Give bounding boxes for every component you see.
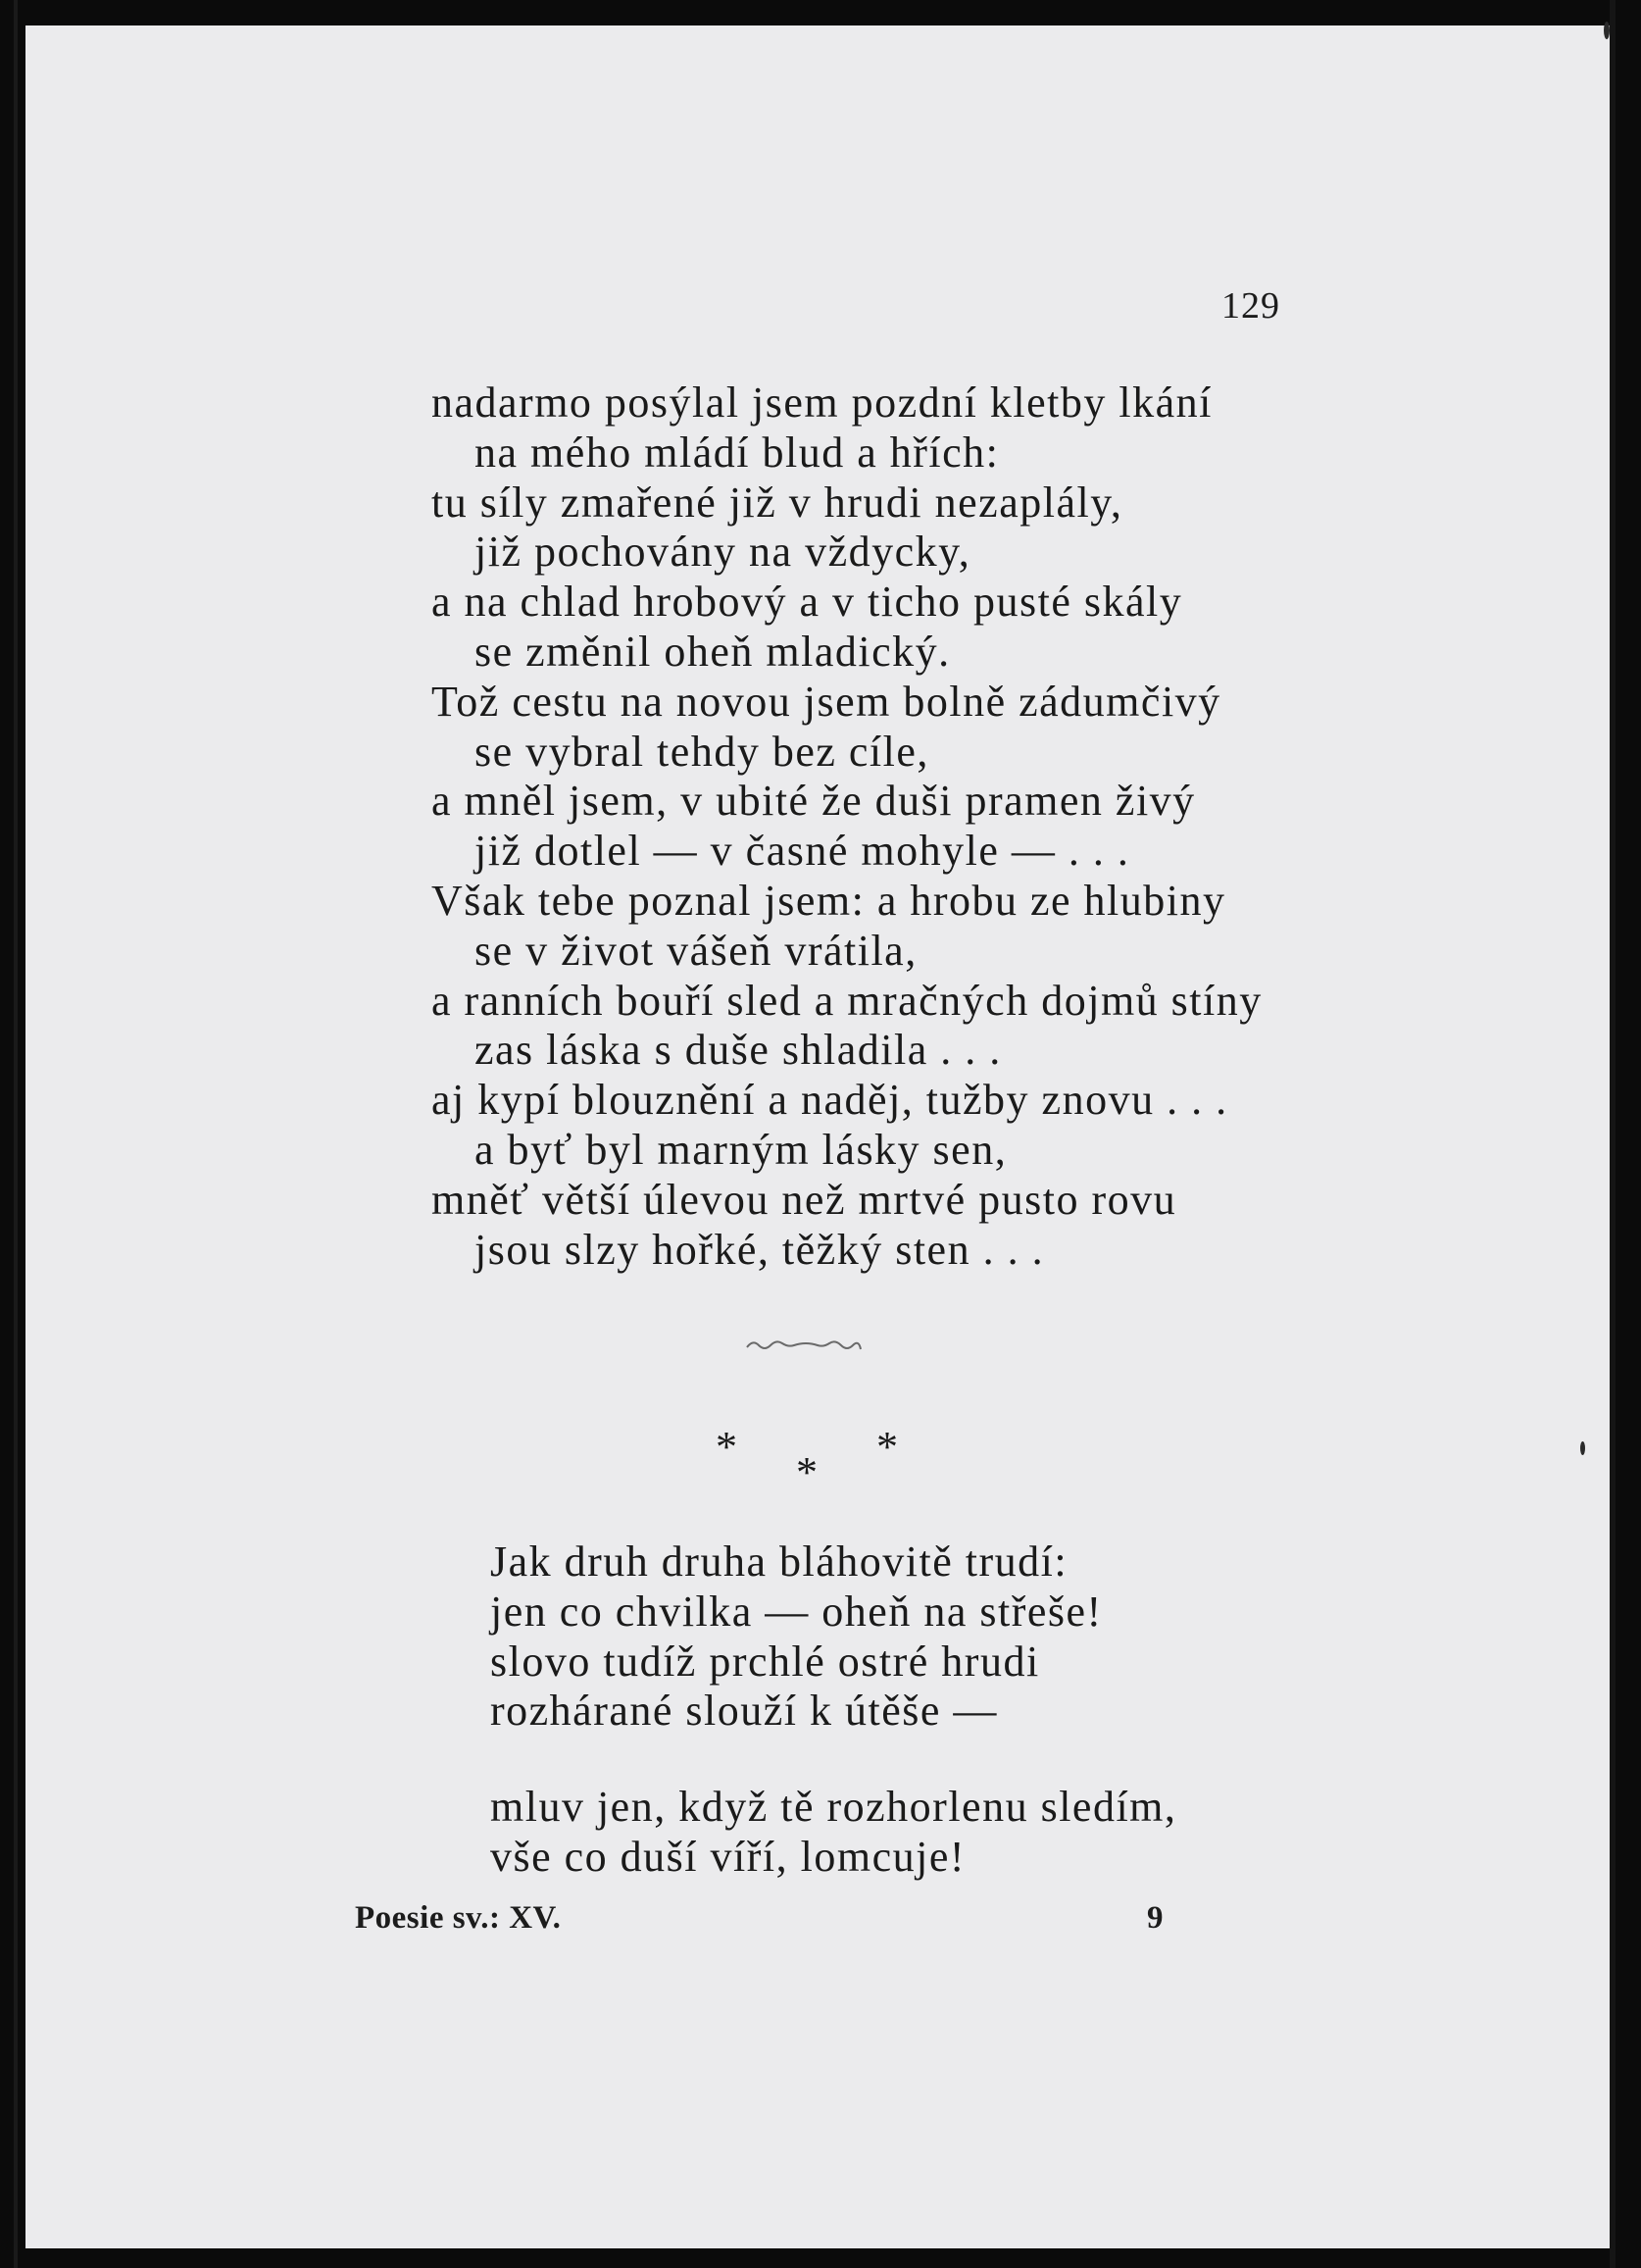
poem-new-stanza-2 — [490, 1783, 1176, 1883]
poem-line: již dotlel — v časné mohyle — . . . — [474, 827, 1130, 876]
section-asterism — [706, 1422, 902, 1500]
poem-line: a na chlad hrobový a v ticho pusté skály — [431, 578, 1183, 627]
asterisk: * — [796, 1448, 818, 1496]
poem-line: se v život vášeň vrátila, — [474, 926, 918, 975]
poem-line: nadarmo posýlal jsem pozdní kletby lkání — [431, 378, 1213, 427]
poem-line: mněť větší úlevou než mrtvé pusto rovu — [431, 1175, 1177, 1224]
page-number: 129 — [1221, 285, 1280, 327]
poem-line: se vybral tehdy bez cíle, — [474, 727, 929, 776]
poem-line: Tož cestu na novou jsem bolně zádumčivý — [431, 677, 1221, 726]
scan-speck — [1604, 22, 1610, 39]
poem-line: rozhárané slouží k útěše — — [490, 1687, 998, 1736]
asterisk: * — [716, 1423, 737, 1471]
poem-line: již pochovány na vždycky, — [474, 528, 971, 577]
poem-line: na mého mládí blud a hřích: — [474, 428, 1000, 477]
poem-line: aj kypí blouznění a naděj, tužby znovu . . . — [431, 1076, 1228, 1125]
scan-edge-left — [14, 0, 18, 2268]
poem-continued-stanza — [431, 378, 1263, 1275]
asterisk: * — [876, 1423, 898, 1471]
signature-mark: Poesie sv.: XV. — [355, 1900, 562, 1936]
poem-line: vše co duší víří, lomcuje! — [490, 1832, 967, 1881]
poem-line: tu síly zmařené již v hrudi nezaplály, — [431, 478, 1123, 527]
poem-line: Však tebe poznal jsem: a hrobu ze hlubiny — [431, 876, 1226, 925]
poem-new-stanza — [490, 1537, 1103, 1737]
poem-line: se změnil oheň mladický. — [474, 627, 951, 676]
poem-line: jsou slzy hořké, těžký sten . . . — [474, 1225, 1045, 1274]
poem-line: a ranních bouří sled a mračných dojmů stíny — [431, 976, 1263, 1025]
poem-line: zas láska s duše shladila . . . — [474, 1026, 1002, 1075]
poem-line: slovo tudíž prchlé ostré hrudi — [490, 1637, 1040, 1686]
poem-line: mluv jen, když tě rozhorlenu sledím, — [490, 1783, 1177, 1831]
scan-speck — [1580, 1441, 1585, 1455]
sheet-number: 9 — [1147, 1900, 1164, 1936]
poem-line: jen co chvilka — oheň na střeše! — [490, 1587, 1103, 1636]
poem-line: a mněl jsem, v ubité že duši pramen živý — [431, 777, 1196, 826]
end-ornament — [745, 1334, 863, 1355]
poem-line: a byť byl marným lásky sen, — [474, 1125, 1008, 1174]
scan-edge-right — [1610, 0, 1616, 2268]
poem-line: Jak druh druha bláhovitě trudí: — [490, 1537, 1069, 1586]
